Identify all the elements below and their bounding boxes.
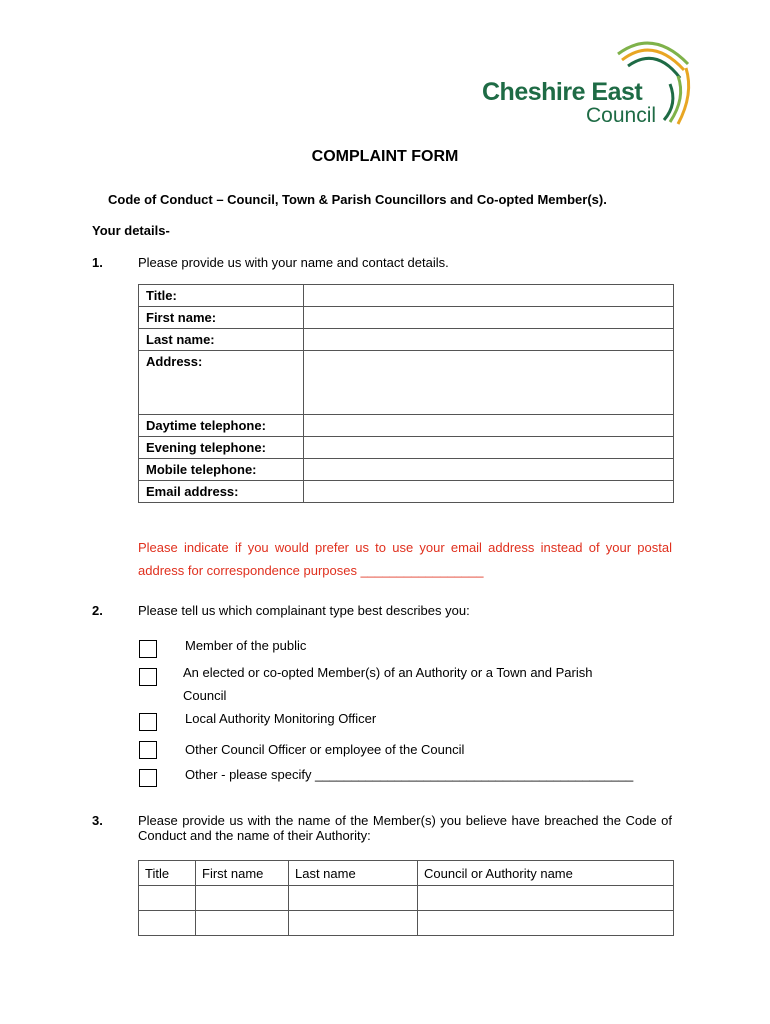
table-row [139,285,674,307]
field-label: Address: [139,351,304,415]
field-label: Last name: [139,329,304,351]
table-row [139,911,674,936]
members-table [138,860,674,936]
mobile-telephone-input[interactable] [304,459,674,481]
council-logo [482,34,702,130]
table-row [139,886,674,911]
form-title: COMPLAINT FORM [311,148,459,165]
field-label: Daytime telephone: [139,415,304,437]
q2-text: Please tell us which complainant type best describes you: [138,603,470,618]
field-label: Email address: [139,481,304,503]
member-authority-cell[interactable] [418,911,674,936]
table-row [139,329,674,351]
member-first-name-cell[interactable] [196,886,289,911]
q1-number: 1. [92,255,103,270]
your-details-heading: Your details- [92,223,170,238]
member-first-name-cell[interactable] [196,911,289,936]
table-row [139,459,674,481]
form-subtitle: Code of Conduct – Council, Town & Parish Councillors and Co-opted Member(s). [108,192,607,207]
field-label: First name: [139,307,304,329]
q3-number: 3. [92,813,103,828]
column-header: Title [139,861,196,886]
address-input[interactable] [304,351,674,415]
option-label: Local Authority Monitoring Officer [185,711,377,726]
option-label-continued: Council [183,688,227,703]
column-header: Last name [289,861,418,886]
member-last-name-cell[interactable] [289,911,418,936]
field-label: Evening telephone: [139,437,304,459]
council-officer-checkbox[interactable] [139,741,157,759]
member-of-public-checkbox[interactable] [139,640,157,658]
evening-telephone-input[interactable] [304,437,674,459]
table-header-row [139,861,674,886]
email-address-input[interactable] [304,481,674,503]
contact-details-table [138,284,674,503]
member-last-name-cell[interactable] [289,886,418,911]
table-row [139,437,674,459]
other-checkbox[interactable] [139,769,157,787]
last-name-input[interactable] [304,329,674,351]
member-authority-cell[interactable] [418,886,674,911]
q3-text: Please provide us with the name of the Member(s) you believe have breached the Code of Conduct and the name of their Authority: [138,813,672,843]
option-label: Other Council Officer or employee of the Council [185,742,465,757]
table-row [139,481,674,503]
member-title-cell[interactable] [139,911,196,936]
daytime-telephone-input[interactable] [304,415,674,437]
q2-number: 2. [92,603,103,618]
elected-member-checkbox[interactable] [139,668,157,686]
column-header: Council or Authority name [418,861,674,886]
field-label: Title: [139,285,304,307]
field-label: Mobile telephone: [139,459,304,481]
logo-text-primary: Cheshire East [482,78,643,106]
table-row [139,415,674,437]
column-header: First name [196,861,289,886]
logo-text-secondary: Council [586,104,657,127]
option-label: Member of the public [185,638,307,653]
other-specify-field[interactable]: Other - please specify ____________________________________________ [185,767,634,782]
email-preference-note[interactable]: Please indicate if you would prefer us to use your email address instead of your postal address for correspondence purposes _________________ [138,540,672,578]
option-label: An elected or co-opted Member(s) of an Authority or a Town and Parish [183,665,593,680]
table-row [139,351,674,415]
monitoring-officer-checkbox[interactable] [139,713,157,731]
q1-text: Please provide us with your name and contact details. [138,255,449,270]
table-row [139,307,674,329]
member-title-cell[interactable] [139,886,196,911]
title-input[interactable] [304,285,674,307]
first-name-input[interactable] [304,307,674,329]
